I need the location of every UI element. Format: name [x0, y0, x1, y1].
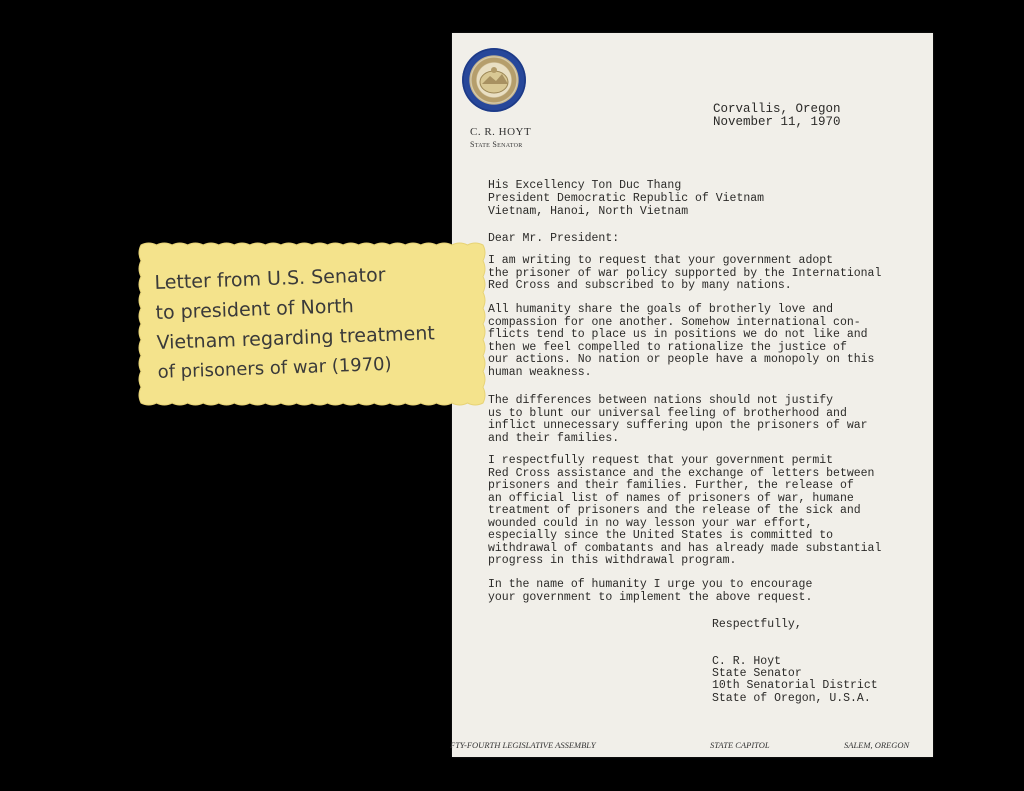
- paragraph: All humanity share the goals of brotherly love and compassion for one another. Somehow international con- flicts tend to place us in positions we do not like and then we feel compelled to rationalize the justice of our actions. No nation or people have a monopoly on this human weakness.: [488, 303, 875, 379]
- letterhead-footer: [452, 740, 933, 752]
- note-line: to president of North: [155, 295, 355, 324]
- date: November 11, 1970: [713, 115, 841, 129]
- letter-page: [452, 33, 933, 757]
- place-date: [713, 103, 841, 129]
- signature-line: 10th Senatorial District: [712, 679, 878, 693]
- paragraph: In the name of humanity I urge you to encourage your government to implement the above request.: [488, 578, 813, 604]
- addressee-line: His Excellency Ton Duc Thang: [488, 179, 682, 192]
- addressee-line: President Democratic Republic of Vietnam: [488, 192, 765, 205]
- place: Corvallis, Oregon: [713, 102, 841, 116]
- paragraph: I am writing to request that your government adopt the prisoner of war policy supported by the International Red Cross and subscribed to by many nations.: [488, 254, 882, 292]
- signature-line: C. R. Hoyt: [712, 655, 782, 668]
- addressee-block: [488, 179, 764, 218]
- paragraph: I respectfully request that your government permit Red Cross assistance and the exchange of letters between prisoners and their families. Further, the release of an official list of names of prisoners of war, humane treatment of prisoners and the release of the sick and wounded could in no way lesson your war effort, especially since the United States is committed to withdrawal of combatants and has already made substantial progress in this withdrawal program.: [488, 454, 882, 567]
- signature-line: State Senator: [712, 667, 802, 681]
- note-line: Letter from U.S. Senator: [154, 263, 386, 294]
- footer-city: SALEM, OREGON: [844, 740, 910, 750]
- handwritten-caption: [154, 257, 478, 388]
- salutation: Dear Mr. President:: [488, 232, 620, 245]
- seal-graphic: [462, 48, 526, 112]
- signature-line: State of Oregon, U.S.A.: [712, 691, 871, 705]
- sticky-note: [136, 240, 488, 408]
- footer-capitol: STATE CAPITOL: [710, 740, 770, 750]
- note-line: of prisoners of war (1970): [157, 353, 392, 383]
- oregon-state-seal-icon: [462, 48, 526, 112]
- letterhead-title: State Senator: [470, 140, 523, 149]
- paragraph: The differences between nations should not justify us to blunt our universal feeling of brotherhood and inflict unnecessary suffering upon the prisoners of war and their families.: [488, 394, 868, 445]
- footer-assembly: FTY-FOURTH LEGISLATIVE ASSEMBLY: [450, 740, 596, 750]
- addressee-line: Vietnam, Hanoi, North Vietnam: [488, 205, 689, 218]
- closing: Respectfully,: [712, 618, 802, 631]
- signature-block: [712, 656, 878, 705]
- note-line: Vietnam regarding treatment: [156, 322, 436, 354]
- letterhead-name: C. R. HOYT: [470, 126, 532, 138]
